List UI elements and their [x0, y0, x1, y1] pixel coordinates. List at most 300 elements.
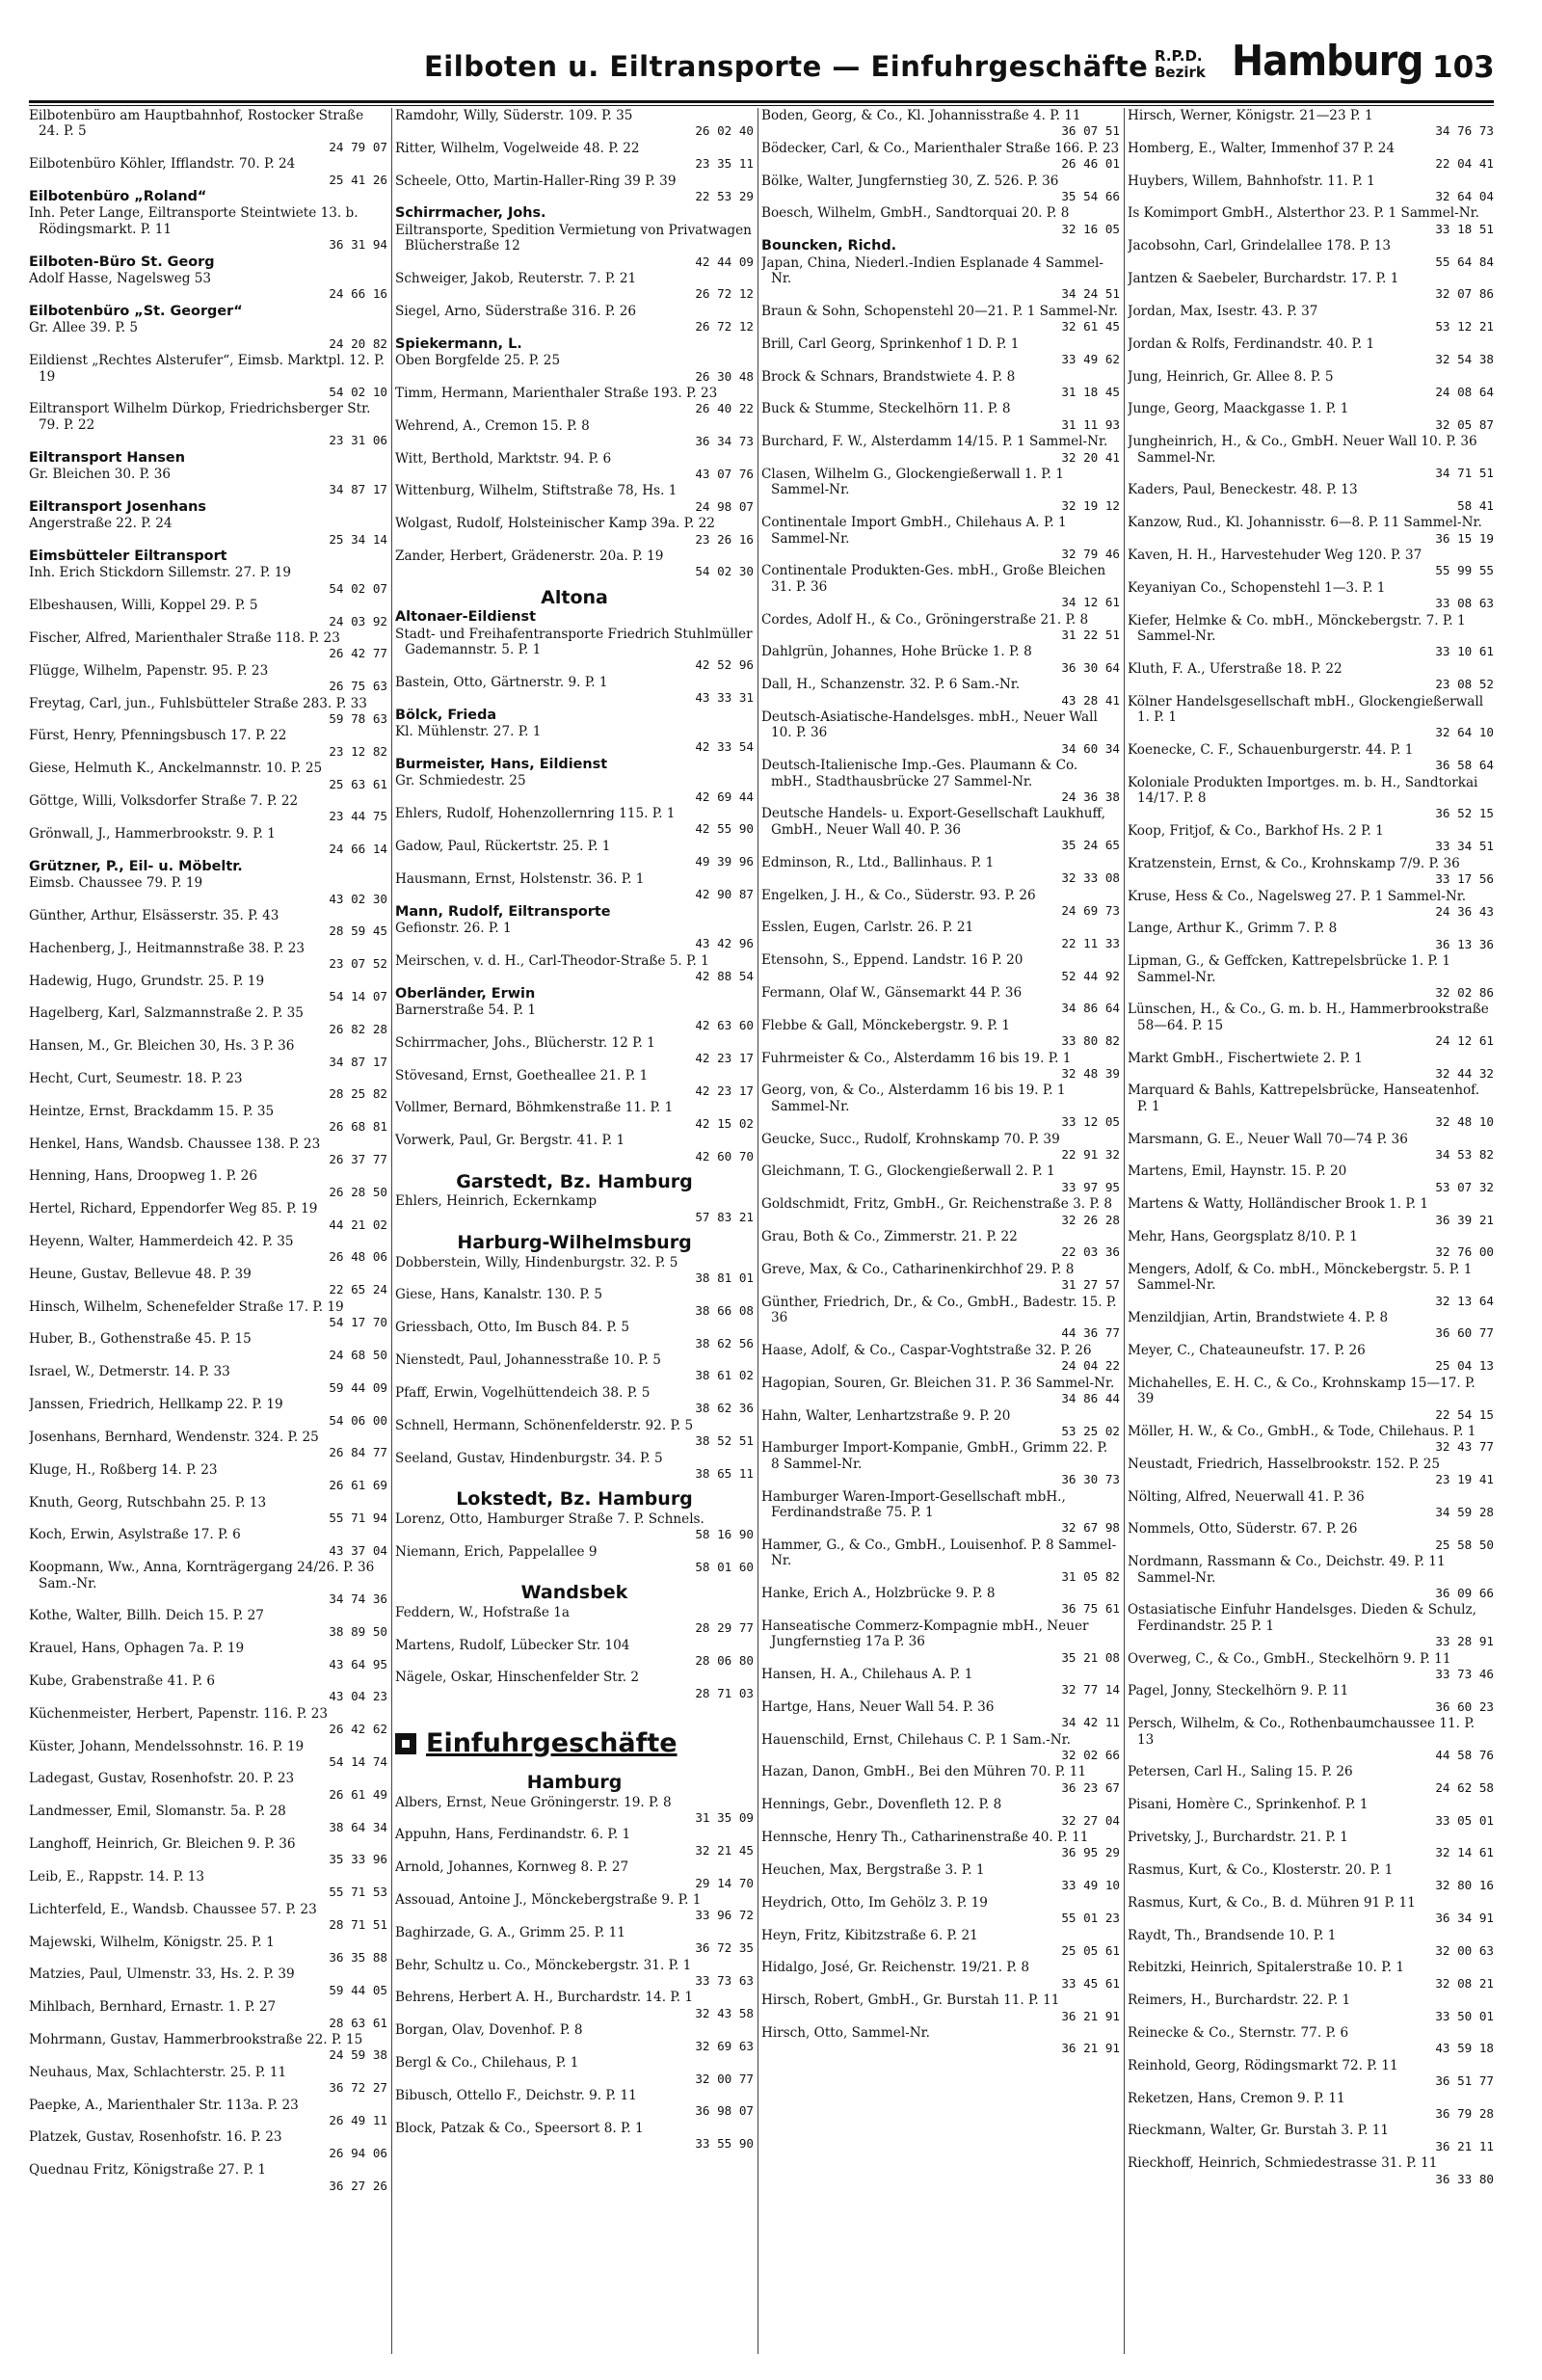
entry-phone: 33 34 51 — [1435, 839, 1494, 854]
directory-entry — [761, 1797, 1120, 1829]
directory-entry — [761, 709, 1120, 757]
entry-name: Koenecke, C. F., Schauenburgerstr. 44. P. 1 — [1128, 741, 1414, 758]
directory-entry — [1128, 1196, 1494, 1228]
entry-name: Martens, Emil, Haynstr. 15. P. 20 — [1128, 1163, 1347, 1180]
directory-entry — [395, 304, 754, 335]
entry-phone: 32 79 46 — [1061, 546, 1120, 561]
entry-phone: 33 12 05 — [1061, 1114, 1120, 1130]
entry-phone: 32 21 45 — [695, 1842, 754, 1858]
entry-name: Matzies, Paul, Ulmenstr. 33, Hs. 2. P. 39 — [29, 1966, 295, 1983]
directory-entry — [29, 565, 387, 597]
entry-phone: 25 58 50 — [1435, 1537, 1494, 1552]
directory-entry — [1128, 336, 1494, 368]
directory-entry — [1128, 205, 1494, 237]
directory-entry — [29, 630, 387, 662]
entry-name: Ehlers, Heinrich, Eckernkamp — [395, 1193, 598, 1210]
directory-entry — [761, 467, 1120, 514]
entry-phone: 36 51 77 — [1435, 2073, 1494, 2089]
entry-name: Gr. Bleichen 30. P. 36 — [29, 466, 171, 482]
entry-phone: 26 37 77 — [329, 1152, 387, 1166]
directory-entry — [1128, 1002, 1494, 1049]
entry-phone: 54 17 70 — [329, 1315, 387, 1330]
entry-name: Möller, H. W., & Co., GmbH., & Tode, Chilehaus. P. 1 — [1128, 1423, 1476, 1439]
entry-name: Wehrend, A., Cremon 15. P. 8 — [395, 417, 590, 434]
directory-entry — [761, 434, 1120, 466]
entry-phone: 24 68 50 — [329, 1347, 387, 1362]
entry-phone: 55 01 23 — [1061, 1911, 1120, 1926]
entry-name: Hennsche, Henry Th., Catharinenstraße 40. P. 11 — [761, 1830, 1089, 1846]
entry-phone: 26 72 12 — [695, 319, 754, 334]
entry-phone: 33 50 01 — [1435, 2008, 1494, 2023]
directory-entry — [29, 1804, 387, 1835]
entry-name: Heintze, Ernst, Brackdamm 15. P. 35 — [29, 1103, 275, 1119]
entry-name: Flebbe & Gall, Mönckebergstr. 9. P. 1 — [761, 1017, 1011, 1033]
directory-entry — [1128, 1716, 1494, 1763]
entry-name: Hansen, H. A., Chilehaus A. P. 1 — [761, 1667, 973, 1682]
directory-entry — [29, 598, 387, 629]
entry-phone: 28 25 82 — [329, 1086, 387, 1102]
directory-entry — [1128, 238, 1494, 270]
directory-entry — [29, 1869, 387, 1901]
entry-name: Privetsky, J., Burchardstr. 21. P. 1 — [1128, 1830, 1348, 1846]
entry-phone: 33 08 63 — [1435, 596, 1494, 611]
entry-name: Fürst, Henry, Pfenningsbusch 17. P. 22 — [29, 728, 287, 744]
entry-name: Freytag, Carl, jun., Fuhlsbütteler Straße 283. P. 33 — [29, 695, 367, 711]
directory-entry — [395, 1990, 754, 2021]
directory-entry — [761, 1764, 1120, 1796]
entry-name: Gleichmann, T. G., Glockengießerwall 2. P. 1 — [761, 1163, 1055, 1180]
directory-entry — [1128, 1229, 1494, 1261]
entry-phone: 42 90 87 — [695, 887, 754, 902]
directory-entry — [761, 1163, 1120, 1195]
entry-phone: 36 72 35 — [695, 1940, 754, 1956]
entry-phone: 31 35 09 — [695, 1810, 754, 1825]
entry-name: Hinsch, Wilhelm, Schenefelder Straße 17. P. 19 — [29, 1298, 344, 1315]
firm-heading-entry — [761, 238, 1120, 254]
entry-phone: 53 12 21 — [1435, 319, 1494, 334]
entry-name: Seeland, Gustav, Hindenburgstr. 34. P. 5 — [395, 1450, 663, 1466]
entry-name: Is Komimport GmbH., Alsterthor 23. P. 1 Sammel-Nr. — [1128, 205, 1479, 222]
directory-entry — [395, 141, 754, 173]
entry-phone: 26 42 62 — [329, 1722, 387, 1737]
directory-entry — [1128, 661, 1494, 693]
entry-phone: 32 43 77 — [1435, 1439, 1494, 1455]
directory-entry — [761, 985, 1120, 1017]
directory-entry — [29, 1234, 387, 1266]
entry-phone: 25 41 26 — [329, 172, 387, 187]
entry-phone: 36 30 73 — [1061, 1472, 1120, 1487]
directory-entry — [1128, 1651, 1494, 1683]
directory-entry — [29, 875, 387, 907]
entry-name: Hauenschild, Ernst, Chilehaus C. P. 1 Sam.-Nr. — [761, 1731, 1071, 1748]
directory-entry — [395, 773, 754, 805]
entry-phone: 32 64 04 — [1435, 189, 1494, 204]
entry-name: Jungheinrich, H., & Co., GmbH. Neuer Wall 10. P. 36 Sammel-Nr. — [1128, 434, 1477, 466]
directory-entry — [395, 353, 754, 385]
section-heading: Harburg-Wilhelmsburg — [457, 1232, 692, 1254]
directory-columns — [29, 108, 1494, 2364]
entry-phone: 36 23 67 — [1061, 1779, 1120, 1795]
entry-name: Kiefer, Helmke & Co. mbH., Mönckebergstr. 7. P. 1 Sammel-Nr. — [1128, 612, 1466, 644]
entry-phone: 22 53 29 — [695, 189, 754, 204]
entry-phone: 32 80 16 — [1435, 1878, 1494, 1893]
entry-phone: 22 04 41 — [1435, 156, 1494, 172]
entry-name: Hausmann, Ernst, Holstenstr. 36. P. 1 — [395, 870, 645, 887]
entry-name: Stadt- und Freihafentransporte Friedrich Stuhlmüller Gademannstr. 5. P. 1 — [395, 626, 753, 657]
entry-name: Eiltransporte, Spedition Vermietung von Privatwagen Blücherstraße 12 — [395, 222, 752, 254]
directory-entry — [29, 1935, 387, 1966]
entry-phone: 32 77 14 — [1061, 1682, 1120, 1698]
directory-entry — [29, 1836, 387, 1868]
entry-phone: 34 87 17 — [329, 1054, 387, 1069]
entry-name: Schirrmacher, Johs. — [395, 205, 546, 222]
firm-heading-entry — [395, 708, 754, 723]
column-3 — [761, 108, 1120, 2354]
directory-entry — [761, 1992, 1120, 2024]
entry-name: Wolgast, Rudolf, Holsteinischer Kamp 39a. P. 22 — [395, 516, 715, 532]
entry-name: Block, Patzak & Co., Speersort 8. P. 1 — [395, 2120, 644, 2136]
entry-phone: 32 48 10 — [1435, 1114, 1494, 1130]
directory-entry — [1128, 1262, 1494, 1309]
entry-name: Jordan & Rolfs, Ferdinandstr. 40. P. 1 — [1128, 335, 1375, 352]
directory-entry — [395, 921, 754, 952]
entry-phone: 58 01 60 — [695, 1559, 754, 1574]
entry-name: Oben Borgfelde 25. P. 25 — [395, 353, 561, 369]
entry-name: Bölke, Walter, Jungfernstieg 30, Z. 526. P. 36 — [761, 173, 1059, 189]
directory-entry — [761, 855, 1120, 887]
entry-phone: 23 26 16 — [695, 531, 754, 547]
entry-name: Hanke, Erich A., Holzbrücke 9. P. 8 — [761, 1585, 996, 1601]
entry-phone: 36 30 64 — [1061, 659, 1120, 675]
entry-name: Jung, Heinrich, Gr. Allee 8. P. 5 — [1128, 368, 1334, 385]
entry-name: Kluge, H., Roßberg 14. P. 23 — [29, 1461, 218, 1478]
entry-phone: 38 62 56 — [695, 1335, 754, 1350]
entry-name: Hansen, M., Gr. Bleichen 30, Hs. 3 P. 36 — [29, 1038, 295, 1055]
directory-entry — [761, 205, 1120, 237]
entry-name: Griessbach, Otto, Im Busch 84. P. 5 — [395, 1320, 630, 1336]
entry-phone: 33 49 62 — [1061, 352, 1120, 367]
entry-name: Hirsch, Werner, Königstr. 21—23 P. 1 — [1128, 108, 1373, 123]
entry-name: Hanseatische Commerz-Kompagnie mbH., Neuer Jungfernstieg 17a P. 36 — [761, 1618, 1089, 1650]
directory-entry — [761, 1018, 1120, 1050]
directory-entry — [1128, 742, 1494, 774]
entry-name: Bastein, Otto, Gärtnerstr. 9. P. 1 — [395, 674, 608, 690]
entry-phone: 23 07 52 — [329, 956, 387, 972]
entry-phone: 36 75 61 — [1061, 1601, 1120, 1617]
entry-phone: 25 63 61 — [329, 776, 387, 791]
entry-name: Meirschen, v. d. H., Carl-Theodor-Straße 5. P. 1 — [395, 952, 709, 969]
directory-entry — [1128, 401, 1494, 433]
entry-phone: 33 17 56 — [1435, 871, 1494, 887]
directory-entry — [395, 2121, 754, 2153]
entry-name: Eiltransport Wilhelm Dürkop, Friedrichsberger Str. 79. P. 22 — [29, 401, 371, 433]
directory-entry — [761, 304, 1120, 335]
entry-phone: 54 02 30 — [695, 564, 754, 579]
entry-phone: 54 14 74 — [329, 1754, 387, 1770]
entry-name: Vollmer, Bernard, Böhmkenstraße 11. P. 1 — [395, 1100, 674, 1116]
entry-phone: 32 43 58 — [695, 2005, 754, 2020]
banner-square-icon — [395, 1733, 416, 1754]
entry-name: Hirsch, Robert, GmbH., Gr. Burstah 11. P. 11 — [761, 1992, 1060, 2009]
entry-name: Cordes, Adolf H., & Co., Gröningerstraße 21. P. 8 — [761, 611, 1089, 628]
directory-entry — [1128, 1764, 1494, 1796]
entry-phone: 33 05 01 — [1435, 1812, 1494, 1828]
section-heading: Lokstedt, Bz. Hamburg — [456, 1488, 693, 1511]
directory-entry — [1128, 141, 1494, 173]
directory-entry — [1128, 856, 1494, 888]
entry-phone: 32 13 64 — [1435, 1293, 1494, 1308]
entry-name: Martens, Rudolf, Lübecker Str. 104 — [395, 1637, 630, 1653]
entry-phone: 22 65 24 — [329, 1282, 387, 1297]
firm-heading-entry — [395, 757, 754, 772]
entry-name: Reinhold, Georg, Rödingsmarkt 72. P. 11 — [1128, 2057, 1398, 2073]
entry-phone: 32 07 86 — [1435, 286, 1494, 302]
entry-name: Bergl & Co., Chilehaus, P. 1 — [395, 2055, 579, 2072]
directory-entry — [1128, 1132, 1494, 1163]
directory-entry — [1128, 1343, 1494, 1375]
directory-entry — [29, 1560, 387, 1607]
directory-entry — [1128, 1310, 1494, 1342]
directory-entry — [29, 1495, 387, 1527]
entry-name: Knuth, Georg, Rutschbahn 25. P. 13 — [29, 1494, 267, 1511]
entry-phone: 36 72 27 — [329, 2080, 387, 2096]
directory-entry — [29, 1739, 387, 1771]
directory-entry — [29, 1966, 387, 1998]
entry-name: Hagopian, Souren, Gr. Bleichen 31. P. 36 Sammel-Nr. — [761, 1375, 1115, 1391]
entry-name: Schirrmacher, Johs., Blücherstr. 12 P. 1 — [395, 1034, 655, 1051]
directory-entry — [395, 174, 754, 205]
column-divider — [391, 108, 392, 2354]
entry-name: Scheele, Otto, Martin-Haller-Ring 39 P. 39 — [395, 173, 677, 189]
entry-name: Kölner Handelsgesellschaft mbH., Glockengießerwall 1. P. 1 — [1128, 693, 1484, 726]
entry-name: Rasmus, Kurt, & Co., B. d. Mühren 91 P. 11 — [1128, 1894, 1416, 1911]
banner-title: Einfuhrgeschäfte — [426, 1727, 678, 1758]
entry-name: Rieckmann, Walter, Gr. Burstah 3. P. 11 — [1128, 2123, 1390, 2139]
entry-phone: 24 66 16 — [329, 286, 387, 302]
directory-entry — [395, 627, 754, 674]
entry-phone: 55 71 94 — [329, 1510, 387, 1525]
entry-phone: 42 33 54 — [695, 739, 754, 755]
entry-phone: 32 00 63 — [1435, 1942, 1494, 1958]
entry-name: Lange, Arthur K., Grimm 7. P. 8 — [1128, 921, 1338, 937]
entry-phone: 32 02 66 — [1061, 1748, 1120, 1763]
entry-name: Niemann, Erich, Pappelallee 9 — [395, 1543, 598, 1560]
entry-name: Hamburger Import-Kompanie, GmbH., Grimm 22. P. 8 Sammel-Nr. — [761, 1440, 1108, 1472]
entry-phone: 35 54 66 — [1061, 189, 1120, 204]
directory-entry — [1128, 1457, 1494, 1488]
entry-name: Homberg, E., Walter, Immenhof 37 P. 24 — [1128, 140, 1395, 156]
entry-name: Hammer, G., & Co., GmbH., Louisenhof. P. 8 Sammel-Nr. — [761, 1537, 1117, 1569]
directory-entry — [29, 826, 387, 858]
entry-name: Koop, Fritjof, & Co., Barkhof Hs. 2 P. 1 — [1128, 822, 1384, 839]
entry-name: Eilbotenbüro „St. Georger“ — [29, 303, 243, 319]
entry-name: Leib, E., Rappstr. 14. P. 13 — [29, 1868, 205, 1885]
directory-entry — [1128, 1928, 1494, 1960]
directory-entry — [395, 1068, 754, 1100]
directory-entry — [761, 1538, 1120, 1585]
entry-name: Eilbotenbüro „Roland“ — [29, 189, 207, 205]
entry-phone: 32 02 86 — [1435, 984, 1494, 1000]
entry-name: Kruse, Hess & Co., Nagelsweg 27. P. 1 Sammel-Nr. — [1128, 888, 1467, 904]
entry-name: Kratzenstein, Ernst, & Co., Krohnskamp 7/9. P. 36 — [1128, 855, 1460, 871]
directory-entry — [395, 1892, 754, 1924]
directory-entry — [29, 1608, 387, 1640]
entry-phone: 33 28 91 — [1435, 1634, 1494, 1649]
entry-phone: 34 53 82 — [1435, 1147, 1494, 1162]
entry-phone: 26 30 48 — [695, 368, 754, 384]
entry-phone: 28 71 03 — [695, 1685, 754, 1700]
entry-name: Albers, Ernst, Neue Gröningerstr. 19. P. 8 — [395, 1794, 672, 1810]
entry-name: Henkel, Hans, Wandsb. Chaussee 138. P. 23 — [29, 1136, 321, 1152]
entry-phone: 32 26 28 — [1061, 1212, 1120, 1227]
directory-entry — [29, 1397, 387, 1429]
entry-phone: 42 63 60 — [695, 1018, 754, 1033]
entry-name: Gefionstr. 26. P. 1 — [395, 920, 512, 936]
entry-phone: 24 36 38 — [1061, 789, 1120, 805]
entry-phone: 26 49 11 — [329, 2112, 387, 2127]
entry-name: Timm, Hermann, Marienthaler Straße 193. P. 23 — [395, 385, 718, 401]
entry-phone: 42 88 54 — [695, 969, 754, 984]
firm-heading-entry — [29, 548, 387, 564]
entry-phone: 32 48 39 — [1061, 1065, 1120, 1081]
entry-name: Neustadt, Friedrich, Hasselbrookstr. 152. P. 25 — [1128, 1456, 1441, 1472]
entry-name: Ladegast, Gustav, Rosenhofstr. 20. P. 23 — [29, 1771, 295, 1787]
firm-heading-entry — [29, 859, 387, 874]
directory-entry — [29, 108, 387, 155]
directory-entry — [761, 141, 1120, 173]
directory-entry — [395, 386, 754, 417]
directory-entry — [761, 401, 1120, 433]
entry-phone: 42 44 09 — [695, 254, 754, 269]
directory-entry — [761, 1376, 1120, 1407]
entry-phone: 26 72 12 — [695, 286, 754, 302]
district-label-line-1: R.P.D. — [1155, 47, 1203, 65]
directory-entry — [29, 1462, 387, 1494]
directory-entry — [395, 871, 754, 903]
directory-entry — [1128, 1163, 1494, 1195]
entry-name: Edminson, R., Ltd., Ballinhaus. P. 1 — [761, 854, 995, 870]
entry-phone: 36 15 19 — [1435, 530, 1494, 546]
entry-phone: 31 27 57 — [1061, 1277, 1120, 1293]
entry-name: Grönwall, J., Hammerbrookstr. 9. P. 1 — [29, 825, 276, 842]
entry-phone: 24 98 07 — [695, 498, 754, 514]
column-divider — [1124, 108, 1125, 2354]
entry-name: Heune, Gustav, Bellevue 48. P. 39 — [29, 1266, 252, 1282]
entry-name: Fischer, Alfred, Marienthaler Straße 118. P. 23 — [29, 630, 340, 646]
entry-phone: 54 06 00 — [329, 1412, 387, 1428]
firm-heading-entry — [29, 450, 387, 466]
directory-entry — [1128, 889, 1494, 921]
entry-name: Eimsbütteler Eiltransport — [29, 548, 227, 564]
directory-entry — [761, 563, 1120, 610]
entry-phone: 25 34 14 — [329, 531, 387, 547]
directory-entry — [29, 2032, 387, 2064]
entry-phone: 43 33 31 — [695, 690, 754, 706]
entry-name: Giese, Hans, Kanalstr. 130. P. 5 — [395, 1287, 603, 1303]
entry-phone: 38 65 11 — [695, 1465, 754, 1481]
directory-entry — [29, 728, 387, 760]
entry-name: Koloniale Produkten Importges. m. b. H., Sandtorkai 14/17. P. 8 — [1128, 774, 1478, 807]
entry-name: Inh. Erich Stickdorn Sillemstr. 27. P. 19 — [29, 565, 292, 581]
entry-phone: 35 21 08 — [1061, 1649, 1120, 1665]
directory-entry — [1128, 304, 1494, 335]
directory-entry — [395, 108, 754, 140]
directory-entry — [29, 320, 387, 352]
entry-phone: 28 06 80 — [695, 1652, 754, 1668]
entry-phone: 36 98 07 — [695, 2103, 754, 2119]
entry-phone: 58 41 — [1457, 497, 1494, 513]
entry-name: Lichterfeld, E., Wandsb. Chaussee 57. P. 23 — [29, 1901, 317, 1917]
entry-name: Heydrich, Otto, Im Gehölz 3. P. 19 — [761, 1894, 988, 1911]
entry-name: Meyer, C., Chateauneufstr. 17. P. 26 — [1128, 1342, 1366, 1358]
entry-phone: 54 14 07 — [329, 988, 387, 1003]
entry-name: Nordmann, Rassmann & Co., Deichstr. 49. P. 11 Sammel-Nr. — [1128, 1554, 1446, 1586]
entry-name: Kanzow, Rud., Kl. Johannisstr. 6—8. P. 11 Sammel-Nr. — [1128, 515, 1482, 531]
entry-name: Quednau Fritz, Königstraße 27. P. 1 — [29, 2162, 267, 2179]
entry-phone: 34 59 28 — [1435, 1504, 1494, 1519]
entry-phone: 43 42 96 — [695, 936, 754, 951]
entry-phone: 42 52 96 — [695, 657, 754, 673]
entry-phone: 36 07 51 — [1061, 123, 1120, 139]
entry-phone: 25 04 13 — [1435, 1358, 1494, 1374]
entry-phone: 43 28 41 — [1061, 692, 1120, 708]
entry-name: Eiltransport Hansen — [29, 449, 185, 466]
entry-name: Nägele, Oskar, Hinschenfelder Str. 2 — [395, 1670, 640, 1686]
entry-phone: 24 36 43 — [1435, 903, 1494, 919]
entry-phone: 34 87 17 — [329, 482, 387, 497]
entry-phone: 42 15 02 — [695, 1115, 754, 1131]
entry-name: Hazan, Danon, GmbH., Bei den Mühren 70. P. 11 — [761, 1764, 1087, 1780]
entry-phone: 23 19 41 — [1435, 1472, 1494, 1487]
firm-heading-entry — [395, 336, 754, 352]
entry-phone: 33 18 51 — [1435, 221, 1494, 236]
directory-entry — [761, 1196, 1120, 1228]
entry-phone: 26 40 22 — [695, 401, 754, 416]
entry-phone: 35 33 96 — [329, 1852, 387, 1867]
firm-heading-entry — [395, 904, 754, 920]
entry-name: Huybers, Willem, Bahnhofstr. 11. P. 1 — [1128, 173, 1375, 189]
directory-entry — [29, 761, 387, 792]
entry-phone: 33 55 90 — [695, 2136, 754, 2152]
entry-name: Koopmann, Ww., Anna, Kornträgergang 24/26. P. 36 Sam.-Nr. — [29, 1560, 375, 1591]
entry-name: Barnerstraße 54. P. 1 — [395, 1002, 536, 1018]
entry-name: Kaven, H. H., Harvestehuder Weg 120. P. 37 — [1128, 547, 1422, 563]
entry-name: Hennings, Gebr., Dovenfleth 12. P. 8 — [761, 1797, 1002, 1813]
entry-phone: 24 08 64 — [1435, 384, 1494, 399]
entry-phone: 26 02 40 — [695, 123, 754, 139]
directory-entry — [395, 271, 754, 303]
entry-name: Ramdohr, Willy, Süderstr. 109. P. 35 — [395, 108, 633, 123]
directory-entry — [1128, 548, 1494, 579]
entry-phone: 34 24 51 — [1061, 286, 1120, 302]
entry-name: Ritter, Wilhelm, Vogelweide 48. P. 22 — [395, 140, 640, 156]
directory-entry — [29, 974, 387, 1005]
entry-phone: 26 94 06 — [329, 2145, 387, 2160]
directory-entry — [1128, 775, 1494, 822]
directory-entry — [29, 663, 387, 695]
page-header — [29, 21, 1494, 100]
directory-entry — [1128, 1960, 1494, 1992]
directory-entry — [29, 1673, 387, 1705]
entry-phone: 26 48 06 — [329, 1249, 387, 1265]
directory-entry — [1128, 1683, 1494, 1715]
entry-name: Assouad, Antoine J., Mönckebergstraße 9. P. 1 — [395, 1892, 702, 1909]
entry-name: Eilboten-Büro St. Georg — [29, 254, 215, 270]
entry-phone: 42 60 70 — [695, 1148, 754, 1163]
entry-name: Deutsche Handels- u. Export-Gesellschaft Laukhuff, GmbH., Neuer Wall 40. P. 36 — [761, 806, 1106, 838]
entry-phone: 33 96 72 — [695, 1908, 754, 1923]
column-2 — [395, 108, 754, 2354]
